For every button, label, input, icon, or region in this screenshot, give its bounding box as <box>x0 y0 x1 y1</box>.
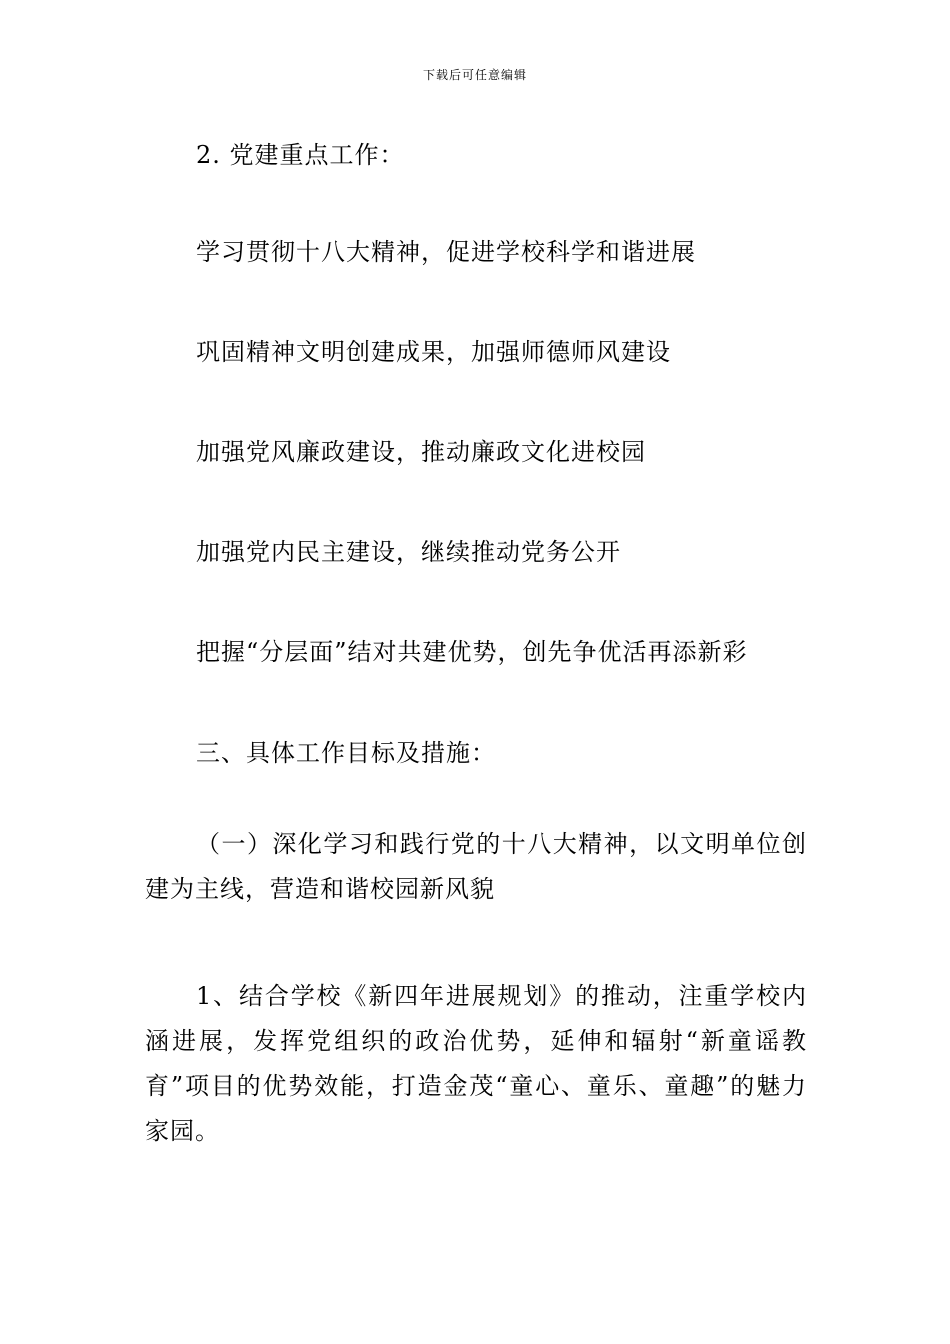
list-item: 加强党风廉政建设，推动廉政文化进校园 <box>196 438 646 466</box>
paragraph-subsection-one: （一）深化学习和践行党的十八大精神，以文明单位创建为主线，营造和谐校园新风貌 <box>145 830 807 903</box>
list-item: 加强党内民主建设，继续推动党务公开 <box>196 538 621 566</box>
paragraph-item-one: 1、结合学校《新四年进展规划》的推动，注重学校内涵进展，发挥党组织的政治优势，延伸和辐射“新童谣教育”项目的优势效能，打造金茂“童心、童乐、童趣”的魅力家园。 <box>145 982 807 1145</box>
heading-party-work: 2. 党建重点工作： <box>196 141 405 169</box>
list-item: 巩固精神文明创建成果，加强师德师风建设 <box>196 338 671 366</box>
page-header-note: 下载后可任意编辑 <box>422 68 527 82</box>
section-heading: 三、具体工作目标及措施： <box>196 739 496 767</box>
list-item: 学习贯彻十八大精神，促进学校科学和谐进展 <box>196 238 696 266</box>
list-item: 把握“分层面”结对共建优势，创先争优活再添新彩 <box>196 638 748 666</box>
